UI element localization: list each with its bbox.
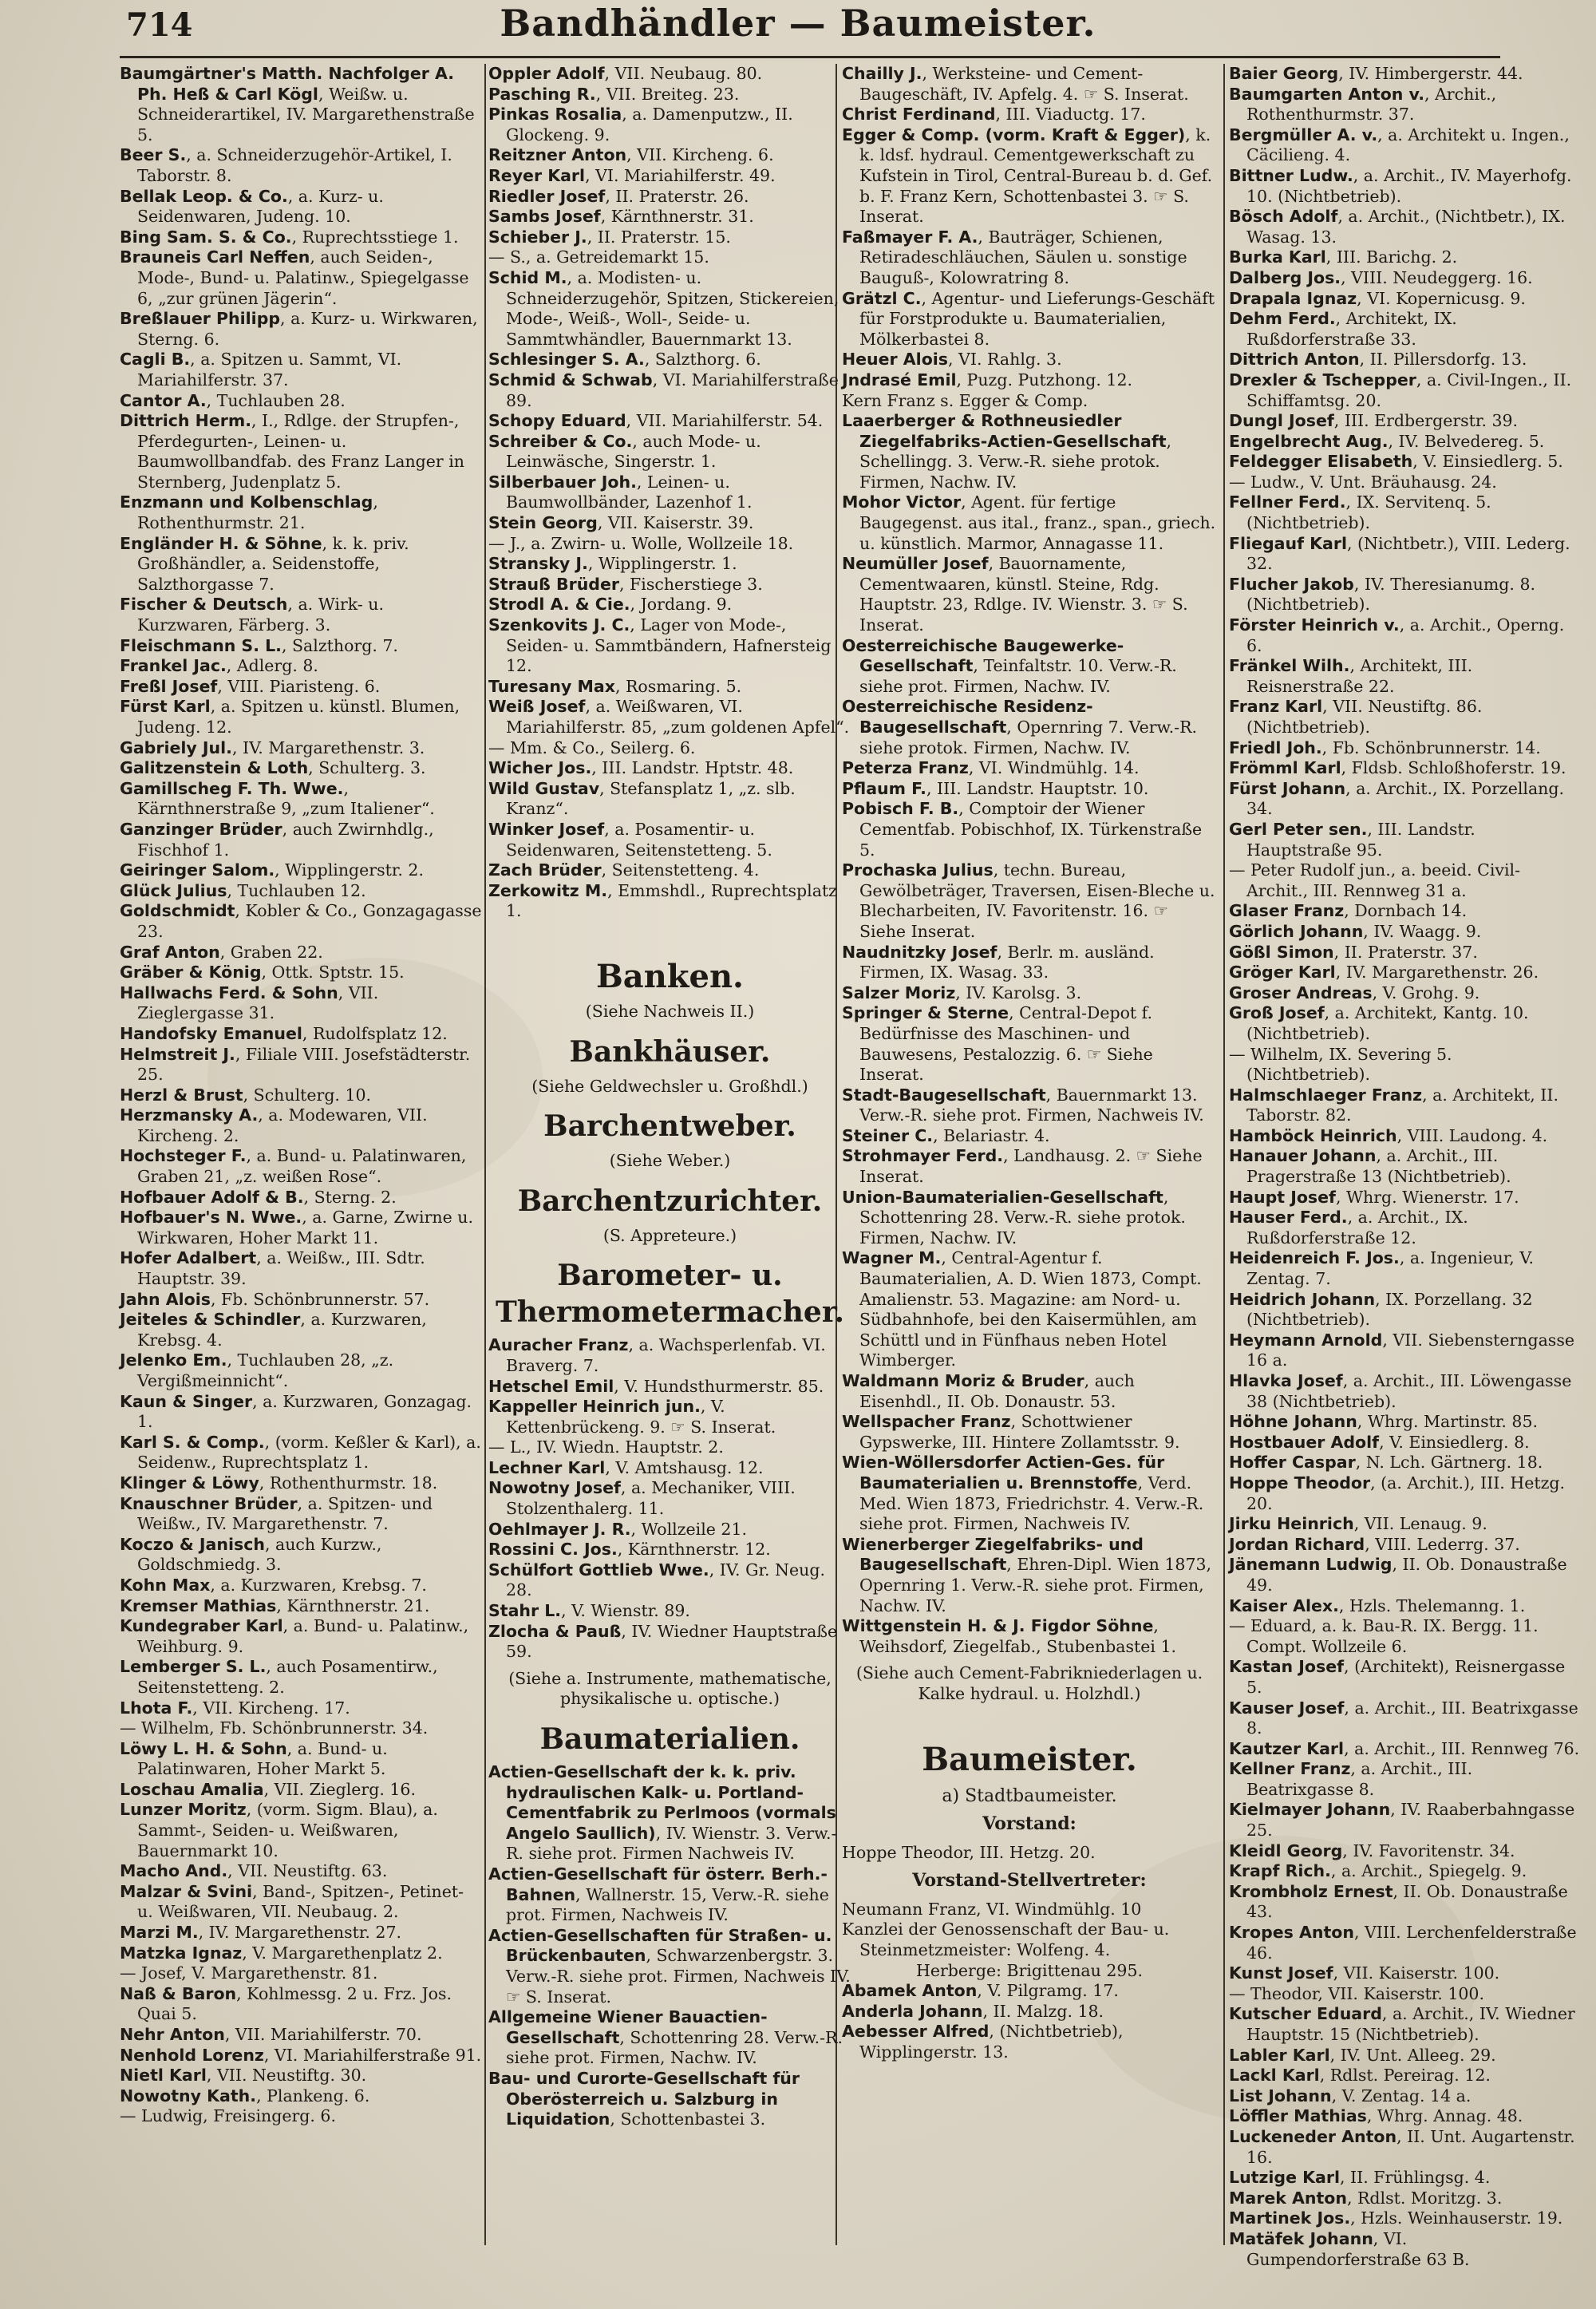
directory-entry: Weiß Josef, a. Weißwaren, VI. Mariahilferstr. 85, „zum goldenen Apfel“.	[488, 697, 850, 737]
directory-entry: Groß Josef, a. Architekt, Kantg. 10. (Nichtbetrieb).	[1229, 1003, 1529, 1043]
directory-entry: Wagner M., Central-Agentur f. Baumaterialien, A. D. Wien 1873, Compt. Amalienstr. 53. Magazine: am Nord- u. Südbahnhofe, bei den Kaisermühlen, am Schüttl und in Fünfhaus neben Hotel Wimberger.	[842, 1248, 1202, 1370]
directory-entry: Naudnitzky Josef, Berlr. m. ausländ. Firmen, IX. Wasag. 33.	[842, 942, 1155, 983]
directory-entry: Springer & Sterne, Central-Depot f. Bedürfnisse des Maschinen- und Bauwesens, Pestalozzig. 6. ☞ Siehe Inserat.	[842, 1003, 1153, 1085]
kanzlei-entry: Kanzlei der Genossenschaft der Bau- u. Steinmetzmeister: Wolfeng. 4.	[842, 1920, 1170, 1960]
directory-entry: — Eduard, a. k. Bau-R. IX. Bergg. 11. Compt. Wollzeile 6.	[1229, 1616, 1539, 1656]
directory-entry: Flucher Jakob, IV. Theresianumg. 8. (Nichtbetrieb).	[1229, 574, 1536, 615]
directory-entry: Galitzenstein & Loth, Schulterg. 3.	[120, 758, 426, 778]
directory-entry: Klinger & Löwy, Rothenthurmstr. 18.	[120, 1473, 438, 1493]
directory-entry: Wild Gustav, Stefansplatz 1, „z. slb. Kranz“.	[488, 778, 796, 819]
directory-entry: Strauß Brüder, Fischerstiege 3.	[488, 574, 763, 594]
directory-entry: Heidenreich F. Jos., a. Ingenieur, V. Zentag. 7.	[1229, 1248, 1535, 1289]
directory-entry: Löffler Mathias, Whrg. Annag. 48.	[1229, 2106, 1523, 2126]
vorstand-entry: Hoppe Theodor, III. Hetzg. 20.	[842, 1842, 1096, 1862]
directory-entry: Waldmann Moriz & Bruder, auch Eisenhdl., II. Ob. Donaustr. 53.	[842, 1371, 1135, 1411]
directory-entry: Schieber J., II. Praterstr. 15.	[488, 227, 731, 247]
directory-entry: Hofer Adalbert, a. Weißw., III. Sdtr. Hauptstr. 39.	[120, 1248, 425, 1289]
directory-entry: Macho And., VII. Neustiftg. 63.	[120, 1861, 388, 1881]
directory-entry: Wittgenstein H. & J. Figdor Söhne, Weihsdorf, Ziegelfab., Stubenbastei 1.	[842, 1616, 1176, 1656]
directory-entry: Schlesinger S. A., Salzthorg. 6.	[488, 350, 761, 370]
directory-entry: Geiringer Salom., Wipplingerstr. 2.	[120, 860, 424, 880]
column-1	[120, 64, 483, 2127]
directory-entry: Ganzinger Brüder, auch Zwirnhdlg., Fischhof 1.	[120, 819, 434, 860]
directory-entry: Dalberg Jos., VIII. Neudeggerg. 16.	[1229, 267, 1533, 287]
directory-entry: Kundegraber Karl, a. Bund- u. Palatinw., Weihburg. 9.	[120, 1616, 469, 1656]
directory-entry: Zlocha & Pauß, IV. Wiedner Hauptstraße 59.	[488, 1621, 838, 1662]
bandhaendler-list-continued	[488, 64, 851, 922]
directory-entry: Nietl Karl, VII. Neustiftg. 30.	[120, 2066, 367, 2086]
directory-entry: — Theodor, VII. Kaiserstr. 100.	[1229, 1983, 1484, 2003]
directory-entry: Strodl A. & Cie., Jordang. 9.	[488, 595, 733, 615]
directory-entry: Salzer Moriz, IV. Karolsg. 3.	[842, 983, 1082, 1002]
directory-entry: Matzka Ignaz, V. Margarethenplatz 2.	[120, 1943, 443, 1963]
directory-entry: Loschau Amalia, VII. Zieglerg. 16.	[120, 1779, 416, 1799]
directory-entry: Actien-Gesellschaft der k. k. priv. hydraulischen Kalk- u. Portland-Cementfabrik zu Perlmoos (vormals Angelo Saullich), IV. Wienstr. 3. Verw.-R. siehe prot. Firmen Nachweis IV.	[488, 1762, 837, 1864]
section-ref-bankhaeuser: (Siehe Geldwechsler u. Großhdl.)	[531, 1076, 808, 1096]
directory-entry: — L., IV. Wiedn. Hauptstr. 2.	[488, 1437, 724, 1457]
directory-entry: Stadt-Baugesellschaft, Bauernmarkt 13. Verw.-R. siehe prot. Firmen, Nachweis IV.	[842, 1085, 1204, 1125]
directory-entry: — Wilhelm, IX. Severing 5. (Nichtbetrieb).	[1229, 1044, 1452, 1085]
directory-entry: — Ludwig, Freisingerg. 6.	[120, 2106, 336, 2126]
directory-entry: Union-Baumaterialien-Gesellschaft, Schottenring 28. Verw.-R. siehe protok. Firmen, Nachw. IV.	[842, 1187, 1186, 1247]
directory-entry: Pinkas Rosalia, a. Damenputzw., II. Glockeng. 9.	[488, 105, 793, 144]
directory-entry: Bösch Adolf, a. Archit., (Nichtbetr.), IX. Wasag. 13.	[1229, 207, 1566, 247]
directory-entry: Sambs Josef, Kärnthnerstr. 31.	[488, 207, 754, 227]
directory-entry: Friedl Joh., Fb. Schönbrunnerstr. 14.	[1229, 737, 1541, 757]
directory-entry: — S., a. Getreidemarkt 15.	[488, 247, 709, 267]
directory-entry: Silberbauer Joh., Leinen- u. Baumwollbänder, Lazenhof 1.	[488, 472, 753, 512]
page-number: 714	[126, 6, 193, 44]
directory-entry: Mohor Victor, Agent. für fertige Baugegenst. aus ital., franz., span., griech. u. künstlich. Marmor, Annagasse 11.	[842, 492, 1216, 553]
directory-entry: Heuer Alois, VI. Rahlg. 3.	[842, 350, 1062, 370]
directory-entry: Heymann Arnold, VII. Siebensterngasse 16 a.	[1229, 1330, 1574, 1370]
directory-entry: Pflaum F., III. Landstr. Hauptstr. 10.	[842, 778, 1149, 798]
column-rule	[484, 64, 486, 2245]
section-title-barchentweber: Barchentweber.	[543, 1109, 796, 1144]
directory-entry: — Ludw., V. Unt. Bräuhausg. 24.	[1229, 472, 1497, 492]
directory-entry: Halmschlaeger Franz, a. Architekt, II. Taborstr. 82.	[1229, 1085, 1558, 1125]
directory-entry: Förster Heinrich v., a. Archit., Operng. 6.	[1229, 615, 1565, 655]
directory-entry: Kastan Josef, (Architekt), Reisnergasse 5.	[1229, 1657, 1566, 1697]
directory-entry: Engländer H. & Söhne, k. k. priv. Großhändler, a. Seidenstoffe, Salzthorgasse 7.	[120, 533, 409, 594]
directory-entry: Handofsky Emanuel, Rudolfsplatz 12.	[120, 1023, 448, 1043]
directory-entry: Pasching R., VII. Breiteg. 23.	[488, 84, 740, 104]
directory-entry: Kaiser Alex., Hzls. Thelemanng. 1.	[1229, 1595, 1526, 1615]
directory-entry: — Peter Rudolf jun., a. beeid. Civil-Archit., III. Rennweg 31 a.	[1229, 860, 1520, 900]
directory-entry: Hochsteger F., a. Bund- u. Palatinwaren, Graben 21, „z. weißen Rose“.	[120, 1146, 467, 1187]
directory-entry: Riedler Josef, II. Praterstr. 26.	[488, 186, 749, 206]
directory-entry: Jeiteles & Schindler, a. Kurzwaren, Krebsg. 4.	[120, 1310, 427, 1350]
directory-entry: Kunst Josef, VII. Kaiserstr. 100.	[1229, 1963, 1500, 1983]
section-ref-banken: (Siehe Nachweis II.)	[585, 1001, 755, 1021]
directory-entry: Strohmayer Ferd., Landhausg. 2. ☞ Siehe Inserat.	[842, 1146, 1203, 1187]
directory-entry: Matäfek Johann, VI. Gumpendorferstraße 63 B.	[1229, 2228, 1470, 2269]
directory-entry: List Johann, V. Zentag. 14 a.	[1229, 2086, 1472, 2105]
section-title-banken: Banken.	[596, 957, 744, 995]
directory-entry: Oehlmayer J. R., Wollzeile 21.	[488, 1519, 748, 1539]
directory-entry: Lutzige Karl, II. Frühlingsg. 4.	[1229, 2168, 1491, 2188]
section-ref-barchentzurichter: (S. Appreteure.)	[602, 1225, 737, 1245]
directory-entry: Gößl Simon, II. Praterstr. 37.	[1229, 942, 1478, 962]
directory-entry: Gabriely Jul., IV. Margarethenstr. 3.	[120, 737, 425, 757]
directory-entry: Nehr Anton, VII. Mariahilferstr. 70.	[120, 2025, 422, 2044]
directory-entry: Krombholz Ernest, II. Ob. Donaustraße 43.	[1229, 1881, 1568, 1922]
directory-entry: — Wilhelm, Fb. Schönbrunnerstr. 34.	[120, 1718, 429, 1738]
directory-entry: Egger & Comp. (vorm. Kraft & Egger), k. k. ldsf. hydraul. Cementgewerkschaft zu Kufstein in Tirol, Central-Bureau b. d. Gef. b. F. Franz Kern, Schottenbastei 3. ☞ S. Inserat.	[842, 125, 1213, 227]
directory-entry: Labler Karl, IV. Unt. Alleeg. 29.	[1229, 2045, 1496, 2065]
directory-entry: Kutscher Eduard, a. Archit., IV. Wiedner Hauptstr. 15 (Nichtbetrieb).	[1229, 2004, 1575, 2044]
directory-entry: Herzmansky A., a. Modewaren, VII. Kircheng. 2.	[120, 1105, 428, 1145]
directory-entry: Turesany Max, Rosmaring. 5.	[488, 676, 742, 696]
directory-entry: Kern Franz s. Egger & Comp.	[842, 390, 1088, 410]
column-4	[1229, 64, 1580, 2270]
directory-entry: Graf Anton, Graben 22.	[120, 942, 323, 962]
directory-entry: Neumüller Josef, Bauornamente, Cementwaaren, künstl. Steine, Rdg. Hauptstr. 23, Rdlge. IV. Wienstr. 3. ☞ S. Inserat.	[842, 554, 1188, 635]
directory-entry: Freßl Josef, VIII. Piaristeng. 6.	[120, 676, 381, 696]
directory-entry: Dungl Josef, III. Erdbergerstr. 39.	[1229, 411, 1519, 431]
directory-entry: Brauneis Carl Neffen, auch Seiden-, Mode-, Bund- u. Palatinw., Spiegelgasse 6, „zur grünen Jägerin“.	[120, 247, 469, 308]
section-subtitle-stadtbaumeister: a) Stadtbaumeister.	[942, 1785, 1117, 1806]
directory-entry: Beer S., a. Schneiderzugehör-Artikel, I. Taborstr. 8.	[120, 145, 452, 185]
stellvertreter-entry: Neumann Franz, VI. Windmühlg. 10	[842, 1899, 1142, 1919]
directory-entry: Luckeneder Anton, II. Unt. Augartenstr. 16.	[1229, 2126, 1575, 2167]
directory-entry: Bittner Ludw., a. Archit., IV. Mayerhofg. 10. (Nichtbetrieb).	[1229, 165, 1572, 206]
directory-entry: Jirku Heinrich, VII. Lenaug. 9.	[1229, 1514, 1487, 1534]
directory-entry: Actien-Gesellschaft für österr. Berh.-Bahnen, Wallnerstr. 15, Verw.-R. siehe prot. Firmen, Nachweis IV.	[488, 1864, 829, 1925]
directory-entry: Feldegger Elisabeth, V. Einsiedlerg. 5.	[1229, 452, 1563, 472]
section-title-baumeister: Baumeister.	[922, 1740, 1137, 1778]
directory-entry: Hetschel Emil, V. Hundsthurmerstr. 85.	[488, 1376, 824, 1396]
directory-entry: Steiner C., Belariastr. 4.	[842, 1125, 1050, 1145]
running-head: Bandhändler — Baumeister.	[500, 2, 1096, 45]
column-3	[842, 64, 1217, 2063]
directory-entry: Krapf Rich., a. Archit., Spiegelg. 9.	[1229, 1861, 1527, 1881]
directory-entry: Winker Josef, a. Posamentir- u. Seidenwaren, Seitenstetteng. 5.	[488, 819, 772, 860]
directory-entry: Jänemann Ludwig, II. Ob. Donaustraße 49.	[1229, 1555, 1567, 1595]
directory-entry: Malzar & Svini, Band-, Spitzen-, Petinet- u. Weißwaren, VII. Neubaug. 2.	[120, 1881, 464, 1922]
directory-entry: Bergmüller A. v., a. Architekt u. Ingen., Cäcilieng. 4.	[1229, 125, 1570, 165]
directory-entry: Prochaska Julius, techn. Bureau, Gewölbeträger, Traversen, Eisen-Bleche u. Blecharbeiten, IV. Favoritenstr. 16. ☞ Siehe Inserat.	[842, 860, 1215, 941]
directory-entry: Hofbauer Adolf & B., Sterng. 2.	[120, 1187, 397, 1207]
directory-entry: Haupt Josef, Whrg. Wienerstr. 17.	[1229, 1187, 1519, 1207]
directory-entry: Lunzer Moritz, (vorm. Sigm. Blau), a. Sammt-, Seiden- u. Weißwaren, Bauernmarkt 10.	[120, 1800, 438, 1860]
baumeister-list	[842, 1981, 1217, 2062]
directory-entry: Zerkowitz M., Emmshdl., Ruprechtsplatz 1.	[488, 880, 837, 921]
directory-entry: Schülfort Gottlieb Wwe., IV. Gr. Neug. 28.	[488, 1560, 825, 1600]
directory-entry: — Mm. & Co., Seilerg. 6.	[488, 737, 696, 757]
directory-entry: Kropes Anton, VIII. Lerchenfelderstraße 46.	[1229, 1923, 1577, 1963]
directory-entry: Chailly J., Werksteine- und Cement-Baugeschäft, IV. Apfelg. 4. ☞ S. Inserat.	[842, 64, 1189, 104]
directory-entry: Fränkel Wilh., Architekt, III. Reisnerstraße 22.	[1229, 656, 1473, 696]
directory-entry: Hofbauer's N. Wwe., a. Garne, Zwirne u. Wirkwaren, Hoher Markt 11.	[120, 1208, 473, 1247]
directory-entry: Kappeller Heinrich jun., V. Kettenbrückeng. 9. ☞ S. Inserat.	[488, 1397, 776, 1437]
directory-entry: Dehm Ferd., Architekt, IX. Rußdorferstraße 33.	[1229, 309, 1457, 349]
directory-entry: Jahn Alois, Fb. Schönbrunnerstr. 57.	[120, 1289, 430, 1309]
directory-entry: Abamek Anton, V. Pilgramg. 17.	[842, 1981, 1119, 2001]
directory-entry: Bellak Leop. & Co., a. Kurz- u. Seidenwaren, Judeng. 10.	[120, 186, 384, 227]
directory-entry: Fleischmann S. L., Salzthorg. 7.	[120, 635, 398, 655]
section-title-bankhaeuser: Bankhäuser.	[569, 1034, 771, 1069]
stellvertreter-label: Vorstand-Stellvertreter:	[912, 1870, 1147, 1892]
directory-entry: Martinek Jos., Hzls. Weinhauserstr. 19.	[1229, 2208, 1563, 2228]
directory-entry: Cagli B., a. Spitzen u. Sammt, VI. Mariahilferstr. 37.	[120, 350, 402, 389]
directory-entry: Löwy L. H. & Sohn, a. Bund- u. Palatinwaren, Hoher Markt 5.	[120, 1738, 388, 1779]
directory-entry: Schopy Eduard, VII. Mariahilferstr. 54.	[488, 411, 824, 431]
vorstand-label: Vorstand:	[982, 1813, 1077, 1835]
directory-entry: Baumgarten Anton v., Archit., Rothenthurmstr. 37.	[1229, 84, 1497, 125]
directory-entry: Kautzer Karl, a. Archit., III. Rennweg 76.	[1229, 1738, 1580, 1758]
section-ref-barometer: (Siehe a. Instrumente, mathematische, physikalische u. optische.)	[508, 1668, 832, 1709]
directory-entry: Glück Julius, Tuchlauben 12.	[120, 880, 366, 900]
directory-entry: Kohn Max, a. Kurzwaren, Krebsg. 7.	[120, 1575, 427, 1595]
directory-entry: Lemberger S. L., auch Posamentirw., Seitenstetteng. 2.	[120, 1657, 438, 1697]
directory-entry: Kaun & Singer, a. Kurzwaren, Gonzagag. 1.	[120, 1391, 472, 1432]
herberge-entry: Herberge: Brigittenau 295.	[915, 1960, 1144, 1980]
directory-entry: Schid M., a. Modisten- u. Schneiderzugehör, Spitzen, Stickereien, Mode-, Weiß-, Woll-, Seide- u. Sammtwhändler, Bauernmarkt 13.	[488, 267, 839, 349]
directory-entry: Lechner Karl, V. Amtshausg. 12.	[488, 1457, 764, 1477]
directory-entry: Schmid & Schwab, VI. Mariahilferstraße 89.	[488, 370, 839, 410]
directory-entry: Fischer & Deutsch, a. Wirk- u. Kurzwaren, Färberg. 3.	[120, 595, 384, 635]
directory-entry: Reyer Karl, VI. Mariahilferstr. 49.	[488, 165, 776, 185]
directory-entry: Bing Sam. S. & Co., Ruprechtsstiege 1.	[120, 227, 459, 247]
directory-entry: Hauser Ferd., a. Archit., IX. Rußdorferstraße 12.	[1229, 1208, 1468, 1247]
directory-entry: Wellspacher Franz, Schottwiener Gypswerke, III. Hintere Zollamtsstr. 9.	[842, 1412, 1180, 1452]
directory-entry: Kauser Josef, a. Archit., III. Beatrixgasse 8.	[1229, 1698, 1578, 1738]
directory-entry: Zach Brüder, Seitenstetteng. 4.	[488, 860, 760, 880]
directory-entry: Naß & Baron, Kohlmessg. 2 u. Frz. Jos. Quai 5.	[120, 1983, 452, 2024]
directory-entry: Allgemeine Wiener Bauactien-Gesellschaft, Schottenring 28. Verw.-R. siehe prot. Firmen, Nachw. IV.	[488, 2007, 843, 2068]
directory-entry: Lackl Karl, Rdlst. Pereirag. 12.	[1229, 2066, 1491, 2086]
directory-entry: Hamböck Heinrich, VIII. Laudong. 4.	[1229, 1125, 1548, 1145]
directory-entry: Höhne Johann, Whrg. Martinstr. 85.	[1229, 1412, 1539, 1432]
directory-entry: Nowotny Josef, a. Mechaniker, VIII. Stolzenthalerg. 11.	[488, 1478, 796, 1519]
directory-entry: Cantor A., Tuchlauben 28.	[120, 390, 346, 410]
directory-entry: Wicher Jos., III. Landstr. Hptstr. 48.	[488, 758, 794, 778]
directory-entry: Hoppe Theodor, (a. Archit.), III. Hetzg. 20.	[1229, 1473, 1566, 1513]
directory-entry: Knauschner Brüder, a. Spitzen- und Weißw., IV. Margarethenstr. 7.	[120, 1493, 433, 1534]
directory-entry: Stein Georg, VII. Kaiserstr. 39.	[488, 513, 754, 533]
directory-entry: Fürst Johann, a. Archit., IX. Porzellang. 34.	[1229, 778, 1565, 819]
directory-entry: Kleidl Georg, IV. Favoritenstr. 34.	[1229, 1840, 1515, 1860]
directory-entry: Oppler Adolf, VII. Neubaug. 80.	[488, 64, 763, 83]
baumaterialien-note: (Siehe auch Cement-Fabrikniederlagen u. Kalke hydraul. u. Holzhdl.)	[855, 1663, 1203, 1703]
directory-entry: Jordan Richard, VIII. Lederrg. 37.	[1229, 1534, 1520, 1554]
directory-entry: Gerl Peter sen., III. Landstr. Hauptstraße 95.	[1229, 819, 1476, 860]
directory-entry: Karl S. & Comp., (vorm. Keßler & Karl), a. Seidenw., Ruprechtsplatz 1.	[120, 1432, 481, 1473]
directory-entry: Heidrich Johann, IX. Porzellang. 32 (Nichtbetrieb).	[1229, 1289, 1533, 1330]
directory-entry: Dittrich Anton, II. Pillersdorfg. 13.	[1229, 350, 1527, 370]
directory-entry: Gräber & König, Ottk. Sptstr. 15.	[120, 963, 405, 983]
section-title-barometer: Barometer- u. Thermometermacher.	[495, 1259, 845, 1330]
directory-entry: Gamillscheg F. Th. Wwe., Kärnthnerstraße 9, „zum Italiener“.	[120, 778, 435, 819]
directory-entry: Hostbauer Adolf, V. Einsiedlerg. 8.	[1229, 1432, 1530, 1452]
directory-entry: Peterza Franz, VI. Windmühlg. 14.	[842, 758, 1140, 778]
directory-entry: Frömml Karl, Fldsb. Schloßhoferstr. 19.	[1229, 758, 1566, 778]
directory-entry: Enzmann und Kolbenschlag, Rothenthurmstr. 21.	[120, 492, 378, 533]
directory-entry: Pobisch F. B., Comptoir der Wiener Cementfab. Pobischhof, IX. Türkenstraße 5.	[842, 799, 1203, 860]
section-title-baumaterialien: Baumaterialien.	[539, 1722, 800, 1756]
section-title-barchentzurichter: Barchentzurichter.	[517, 1184, 823, 1218]
directory-entry: Oesterreichische Residenz-Baugesellschaft, Opernring 7. Verw.-R. siehe protok. Firmen, Nachw. IV.	[842, 697, 1198, 757]
directory-entry: Christ Ferdinand, III. Viaductg. 17.	[842, 105, 1146, 125]
directory-entry: Szenkovits J. C., Lager von Mode-, Seiden- u. Sammtbändern, Hafnersteig 12.	[488, 615, 832, 676]
directory-entry: Rossini C. Jos., Kärnthnerstr. 12.	[488, 1540, 771, 1560]
directory-entry: Hoffer Caspar, N. Lch. Gärtnerg. 18.	[1229, 1453, 1543, 1473]
directory-entry: Reitzner Anton, VII. Kircheng. 6.	[488, 145, 774, 165]
directory-entry: Marek Anton, Rdlst. Moritzg. 3.	[1229, 2188, 1503, 2208]
directory-entry: Nowotny Kath., Plankeng. 6.	[120, 2086, 370, 2105]
directory-entry: Laaerberger & Rothneusiedler Ziegelfabriks-Actien-Gesellschaft, Schellingg. 3. Verw.-R. siehe protok. Firmen, Nachw. IV.	[842, 411, 1172, 492]
directory-entry: Hanauer Johann, a. Archit., III. Pragerstraße 13 (Nichtbetrieb).	[1229, 1146, 1511, 1187]
barometer-list	[488, 1335, 851, 1663]
directory-entry: Marzi M., IV. Margarethenstr. 27.	[120, 1923, 402, 1943]
directory-entry: — J., a. Zwirn- u. Wolle, Wollzeile 18.	[488, 533, 794, 553]
header-rule	[120, 56, 1500, 58]
directory-entry: Jndrasé Emil, Puzg. Putzhong. 12.	[842, 370, 1133, 389]
directory-entry: Hlavka Josef, a. Archit., III. Löwengasse 38 (Nichtbetrieb).	[1229, 1371, 1572, 1411]
directory-entry: Wien-Wöllersdorfer Actien-Ges. für Baumaterialien u. Brennstoffe, Verd. Med. Wien 1873, Friedrichstr. 4. Verw.-R. siehe prot. Firmen, Nachweis IV.	[842, 1453, 1204, 1534]
directory-entry: Grätzl C., Agentur- und Lieferungs-Geschäft für Forstprodukte u. Baumaterialien, Mölkerbastei 8.	[842, 288, 1215, 349]
directory-entry: Herzl & Brust, Schulterg. 10.	[120, 1085, 372, 1105]
directory-entry: Schreiber & Co., auch Mode- u. Leinwäsche, Singerstr. 1.	[488, 431, 761, 472]
directory-entry: Drapala Ignaz, VI. Kopernicusg. 9.	[1229, 288, 1526, 308]
baumaterialien-list-continued	[842, 64, 1217, 1657]
directory-entry: Kielmayer Johann, IV. Raaberbahngasse 25.	[1229, 1800, 1575, 1840]
directory-entry: Stahr L., V. Wienstr. 89.	[488, 1601, 690, 1621]
column-rule	[1223, 64, 1225, 2245]
directory-entry: Glaser Franz, Dornbach 14.	[1229, 901, 1468, 921]
directory-entry: Anderla Johann, II. Malzg. 18.	[842, 2001, 1104, 2021]
directory-entry: Bau- und Curorte-Gesellschaft für Oberösterreich u. Salzburg in Liquidation, Schottenbastei 3.	[488, 2068, 800, 2129]
directory-entry: Kellner Franz, a. Archit., III. Beatrixgasse 8.	[1229, 1759, 1473, 1799]
directory-entry: Fürst Karl, a. Spitzen u. künstl. Blumen, Judeng. 12.	[120, 697, 460, 737]
directory-entry: Faßmayer F. A., Bauträger, Schienen, Retiradeschläuchen, Säulen u. sonstige Bauguß-, Kolowratring 8.	[842, 227, 1187, 287]
directory-entry: Baumgärtner's Matth. Nachfolger A. Ph. Heß & Carl Kögl, Weißw. u. Schneiderartikel, IV. Margarethenstraße 5.	[120, 64, 475, 144]
directory-entry: — Josef, V. Margarethenstr. 81.	[120, 1963, 378, 1983]
directory-entry: Breßlauer Philipp, a. Kurz- u. Wirkwaren, Sterng. 6.	[120, 309, 478, 349]
directory-entry: Lhota F., VII. Kircheng. 17.	[120, 1698, 350, 1718]
directory-entry: Groser Andreas, V. Grohg. 9.	[1229, 983, 1480, 1002]
directory-entry: Helmstreit J., Filiale VIII. Josefstädterstr. 25.	[120, 1044, 471, 1085]
directory-entry: Wienerberger Ziegelfabriks- und Baugesellschaft, Ehren-Dipl. Wien 1873, Opernring 1. Verw.-R. siehe prot. Firmen, Nachw. IV.	[842, 1534, 1212, 1615]
directory-entry: Franz Karl, VII. Neustiftg. 86. (Nichtbetrieb).	[1229, 697, 1483, 737]
directory-entry: Fliegauf Karl, (Nichtbetr.), VIII. Lederg. 32.	[1229, 533, 1570, 574]
directory-entry: Fellner Ferd., IX. Servitenq. 5. (Nichtbetrieb).	[1229, 492, 1491, 533]
directory-entry: Drexler & Tschepper, a. Civil-Ingen., II. Schiffamtsg. 20.	[1229, 370, 1572, 410]
directory-entry: Baier Georg, IV. Himbergerstr. 44.	[1229, 64, 1523, 83]
directory-entry: Auracher Franz, a. Wachsperlenfab. VI. Braverg. 7.	[488, 1335, 826, 1375]
directory-entry: Kremser Mathias, Kärnthnerstr. 21.	[120, 1595, 430, 1615]
directory-entry: Aebesser Alfred, (Nichtbetrieb), Wipplingerstr. 13.	[842, 2022, 1124, 2062]
directory-entry: Frankel Jac., Adlerg. 8.	[120, 656, 318, 676]
directory-entry: Dittrich Herm., I., Rdlge. der Strupfen-, Pferdegurten-, Leinen- u. Baumwollbandfab. des Franz Langer in Sternberg, Judenplatz 5.	[120, 411, 464, 492]
section-ref-barchentweber: (Siehe Weber.)	[609, 1151, 731, 1171]
directory-entry: Görlich Johann, IV. Waagg. 9.	[1229, 921, 1482, 941]
directory-entry: Gröger Karl, IV. Margarethenstr. 26.	[1229, 963, 1539, 983]
directory-entry: Nenhold Lorenz, VI. Mariahilferstraße 91.	[120, 2045, 482, 2065]
directory-entry: Goldschmidt, Kobler & Co., Gonzagagasse 23.	[120, 901, 482, 941]
directory-entry: Stransky J., Wipplingerstr. 1.	[488, 554, 737, 574]
directory-entry: Burka Karl, III. Barichg. 2.	[1229, 247, 1458, 267]
directory-entry: Oesterreichische Baugewerke-Gesellschaft, Teinfaltstr. 10. Verw.-R. siehe prot. Firmen, Nachw. IV.	[842, 635, 1177, 696]
directory-entry: Engelbrecht Aug., IV. Belvedereg. 5.	[1229, 431, 1545, 451]
directory-entry: Actien-Gesellschaften für Straßen- u. Brückenbauten, Schwarzenbergstr. 3. Verw.-R. siehe prot. Firmen, Nachweis IV. ☞ S. Inserat.	[488, 1925, 851, 2007]
directory-entry: Hallwachs Ferd. & Sohn, VII. Zieglergasse 31.	[120, 983, 379, 1023]
directory-entry: Jelenko Em., Tuchlauben 28, „z. Vergißmeinnicht“.	[120, 1350, 394, 1390]
column-2	[488, 64, 851, 2130]
directory-entry: Koczo & Janisch, auch Kurzw., Goldschmiedg. 3.	[120, 1534, 382, 1575]
baumaterialien-list	[488, 1762, 851, 2130]
